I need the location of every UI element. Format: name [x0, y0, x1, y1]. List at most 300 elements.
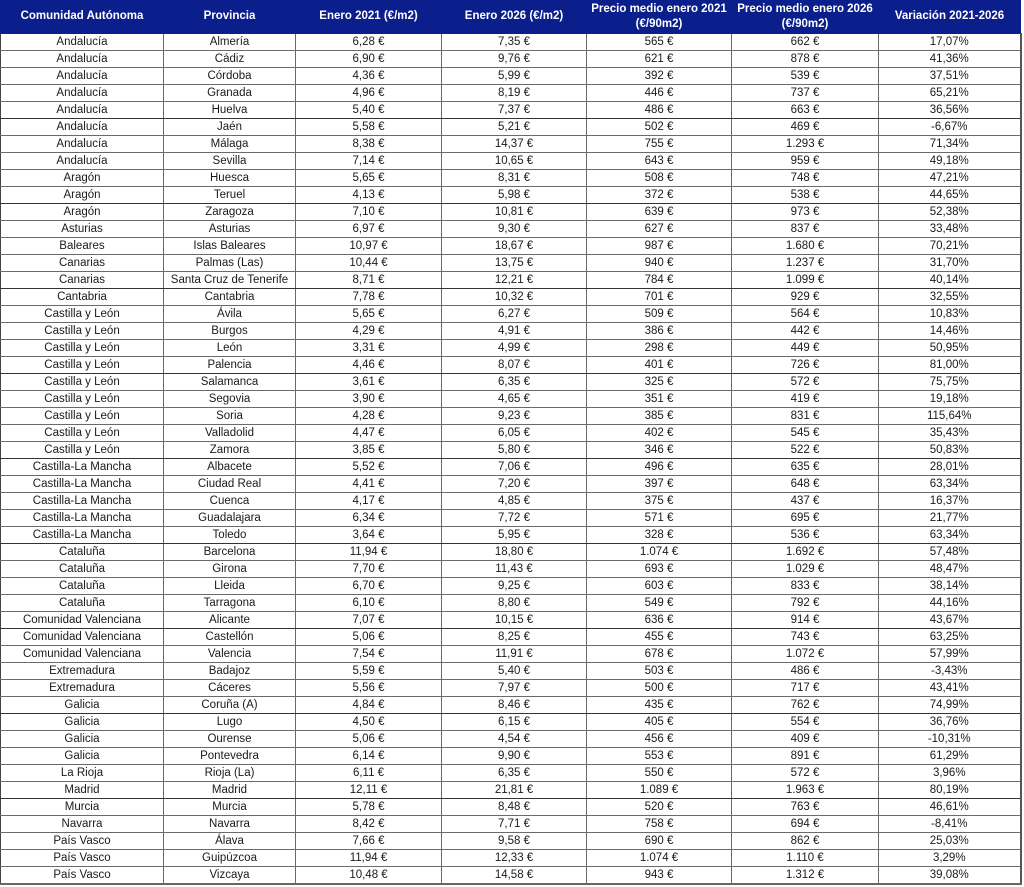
cell-precio-2021: 500 € — [587, 680, 732, 697]
cell-variacion: 10,83% — [879, 306, 1021, 323]
cell-enero-2021: 6,11 € — [296, 765, 442, 782]
cell-enero-2026: 7,37 € — [442, 102, 587, 119]
cell-precio-2026: 469 € — [732, 119, 879, 136]
cell-provincia: Burgos — [164, 323, 296, 340]
cell-enero-2026: 9,76 € — [442, 51, 587, 68]
table-row — [1, 765, 1021, 782]
cell-variacion: 57,48% — [879, 544, 1021, 561]
cell-provincia: Albacete — [164, 459, 296, 476]
cell-precio-2026: 662 € — [732, 34, 879, 51]
table-row — [1, 187, 1021, 204]
cell-precio-2026: 442 € — [732, 323, 879, 340]
cell-enero-2026: 7,06 € — [442, 459, 587, 476]
cell-precio-2026: 726 € — [732, 357, 879, 374]
cell-enero-2026: 7,72 € — [442, 510, 587, 527]
table-row — [1, 204, 1021, 221]
cell-precio-2026: 1.099 € — [732, 272, 879, 289]
table-row — [1, 646, 1021, 663]
cell-comunidad: La Rioja — [1, 765, 164, 782]
table-header — [1, 0, 1021, 34]
cell-precio-2021: 509 € — [587, 306, 732, 323]
cell-comunidad: Castilla-La Mancha — [1, 459, 164, 476]
cell-provincia: Barcelona — [164, 544, 296, 561]
cell-precio-2026: 449 € — [732, 340, 879, 357]
cell-provincia: Valladolid — [164, 425, 296, 442]
cell-enero-2026: 6,27 € — [442, 306, 587, 323]
cell-enero-2021: 3,61 € — [296, 374, 442, 391]
cell-precio-2026: 1.293 € — [732, 136, 879, 153]
cell-comunidad: Andalucía — [1, 136, 164, 153]
cell-enero-2026: 7,20 € — [442, 476, 587, 493]
header-provincia: Provincia — [164, 0, 296, 34]
cell-enero-2021: 4,36 € — [296, 68, 442, 85]
cell-variacion: 48,47% — [879, 561, 1021, 578]
cell-variacion: 21,77% — [879, 510, 1021, 527]
table-row — [1, 323, 1021, 340]
cell-variacion: 43,41% — [879, 680, 1021, 697]
table-row — [1, 408, 1021, 425]
cell-comunidad: Castilla y León — [1, 340, 164, 357]
cell-variacion: 70,21% — [879, 238, 1021, 255]
cell-precio-2026: 564 € — [732, 306, 879, 323]
cell-enero-2026: 5,95 € — [442, 527, 587, 544]
cell-enero-2026: 18,67 € — [442, 238, 587, 255]
cell-comunidad: Baleares — [1, 238, 164, 255]
cell-precio-2021: 693 € — [587, 561, 732, 578]
cell-precio-2026: 1.680 € — [732, 238, 879, 255]
cell-provincia: Lleida — [164, 578, 296, 595]
table-row — [1, 697, 1021, 714]
cell-comunidad: Canarias — [1, 272, 164, 289]
cell-precio-2026: 792 € — [732, 595, 879, 612]
cell-enero-2021: 4,28 € — [296, 408, 442, 425]
cell-precio-2021: 386 € — [587, 323, 732, 340]
cell-enero-2026: 10,65 € — [442, 153, 587, 170]
cell-enero-2026: 4,54 € — [442, 731, 587, 748]
cell-enero-2026: 6,05 € — [442, 425, 587, 442]
cell-precio-2021: 397 € — [587, 476, 732, 493]
cell-comunidad: Galicia — [1, 714, 164, 731]
cell-precio-2021: 643 € — [587, 153, 732, 170]
cell-variacion: 38,14% — [879, 578, 1021, 595]
cell-precio-2021: 446 € — [587, 85, 732, 102]
cell-enero-2021: 6,28 € — [296, 34, 442, 51]
cell-precio-2021: 520 € — [587, 799, 732, 816]
cell-provincia: Huelva — [164, 102, 296, 119]
cell-precio-2021: 455 € — [587, 629, 732, 646]
table-row — [1, 357, 1021, 374]
cell-variacion: 36,56% — [879, 102, 1021, 119]
cell-provincia: Islas Baleares — [164, 238, 296, 255]
cell-precio-2026: 833 € — [732, 578, 879, 595]
cell-provincia: Álava — [164, 833, 296, 850]
cell-comunidad: País Vasco — [1, 833, 164, 850]
cell-comunidad: Aragón — [1, 170, 164, 187]
cell-enero-2021: 7,66 € — [296, 833, 442, 850]
cell-comunidad: Comunidad Valenciana — [1, 612, 164, 629]
cell-enero-2026: 5,99 € — [442, 68, 587, 85]
table-row — [1, 391, 1021, 408]
table-row — [1, 561, 1021, 578]
cell-variacion: 50,95% — [879, 340, 1021, 357]
cell-enero-2021: 8,42 € — [296, 816, 442, 833]
cell-precio-2026: 486 € — [732, 663, 879, 680]
cell-precio-2026: 545 € — [732, 425, 879, 442]
cell-comunidad: Comunidad Valenciana — [1, 629, 164, 646]
cell-variacion: 65,21% — [879, 85, 1021, 102]
cell-precio-2021: 621 € — [587, 51, 732, 68]
cell-provincia: Sevilla — [164, 153, 296, 170]
cell-provincia: Soria — [164, 408, 296, 425]
cell-precio-2026: 538 € — [732, 187, 879, 204]
cell-enero-2026: 6,35 € — [442, 765, 587, 782]
table-row — [1, 170, 1021, 187]
cell-variacion: 19,18% — [879, 391, 1021, 408]
cell-variacion: 52,38% — [879, 204, 1021, 221]
cell-comunidad: Castilla y León — [1, 323, 164, 340]
cell-variacion: 40,14% — [879, 272, 1021, 289]
cell-variacion: 39,08% — [879, 867, 1021, 885]
cell-precio-2026: 959 € — [732, 153, 879, 170]
cell-comunidad: Galicia — [1, 731, 164, 748]
table-row — [1, 629, 1021, 646]
cell-enero-2026: 9,23 € — [442, 408, 587, 425]
cell-precio-2026: 914 € — [732, 612, 879, 629]
cell-enero-2021: 4,46 € — [296, 357, 442, 374]
table-row — [1, 544, 1021, 561]
cell-precio-2026: 648 € — [732, 476, 879, 493]
cell-provincia: Zaragoza — [164, 204, 296, 221]
cell-provincia: Palencia — [164, 357, 296, 374]
cell-provincia: Alicante — [164, 612, 296, 629]
cell-comunidad: Andalucía — [1, 153, 164, 170]
cell-provincia: Ciudad Real — [164, 476, 296, 493]
cell-variacion: 32,55% — [879, 289, 1021, 306]
cell-enero-2021: 11,94 € — [296, 850, 442, 867]
cell-precio-2021: 678 € — [587, 646, 732, 663]
cell-enero-2026: 5,80 € — [442, 442, 587, 459]
table-row — [1, 306, 1021, 323]
cell-enero-2026: 11,43 € — [442, 561, 587, 578]
cell-comunidad: Castilla y León — [1, 408, 164, 425]
cell-enero-2026: 5,40 € — [442, 663, 587, 680]
cell-precio-2026: 695 € — [732, 510, 879, 527]
cell-precio-2021: 571 € — [587, 510, 732, 527]
table-row — [1, 731, 1021, 748]
cell-provincia: Ávila — [164, 306, 296, 323]
cell-enero-2021: 6,14 € — [296, 748, 442, 765]
cell-provincia: Murcia — [164, 799, 296, 816]
cell-comunidad: Castilla y León — [1, 442, 164, 459]
cell-variacion: 49,18% — [879, 153, 1021, 170]
header-variacion: Variación 2021-2026 — [879, 0, 1021, 34]
cell-enero-2021: 8,71 € — [296, 272, 442, 289]
table-row — [1, 136, 1021, 153]
cell-enero-2026: 10,32 € — [442, 289, 587, 306]
cell-precio-2026: 409 € — [732, 731, 879, 748]
cell-provincia: Coruña (A) — [164, 697, 296, 714]
table-row — [1, 867, 1021, 885]
header-enero-2026: Enero 2026 (€/m2) — [442, 0, 587, 34]
cell-precio-2021: 755 € — [587, 136, 732, 153]
cell-enero-2021: 6,70 € — [296, 578, 442, 595]
cell-precio-2021: 435 € — [587, 697, 732, 714]
cell-enero-2026: 11,91 € — [442, 646, 587, 663]
cell-enero-2026: 5,98 € — [442, 187, 587, 204]
cell-provincia: Zamora — [164, 442, 296, 459]
cell-enero-2021: 5,40 € — [296, 102, 442, 119]
cell-variacion: 25,03% — [879, 833, 1021, 850]
cell-comunidad: Aragón — [1, 187, 164, 204]
cell-enero-2026: 8,80 € — [442, 595, 587, 612]
cell-variacion: 36,76% — [879, 714, 1021, 731]
cell-variacion: 33,48% — [879, 221, 1021, 238]
cell-comunidad: Galicia — [1, 697, 164, 714]
table-row — [1, 612, 1021, 629]
header-enero-2021: Enero 2021 (€/m2) — [296, 0, 442, 34]
cell-precio-2021: 298 € — [587, 340, 732, 357]
cell-enero-2026: 9,90 € — [442, 748, 587, 765]
cell-enero-2026: 4,85 € — [442, 493, 587, 510]
header-precio-2021: Precio medio enero 2021 (€/90m2) — [587, 0, 732, 34]
cell-precio-2026: 522 € — [732, 442, 879, 459]
cell-precio-2026: 737 € — [732, 85, 879, 102]
cell-provincia: Vizcaya — [164, 867, 296, 885]
cell-provincia: Guadalajara — [164, 510, 296, 527]
cell-precio-2021: 486 € — [587, 102, 732, 119]
cell-provincia: Madrid — [164, 782, 296, 799]
cell-precio-2021: 402 € — [587, 425, 732, 442]
cell-provincia: Santa Cruz de Tenerife — [164, 272, 296, 289]
cell-variacion: 63,34% — [879, 476, 1021, 493]
cell-enero-2021: 4,17 € — [296, 493, 442, 510]
cell-enero-2026: 6,15 € — [442, 714, 587, 731]
cell-provincia: Castellón — [164, 629, 296, 646]
cell-precio-2021: 328 € — [587, 527, 732, 544]
cell-provincia: Córdoba — [164, 68, 296, 85]
cell-precio-2026: 1.029 € — [732, 561, 879, 578]
cell-provincia: Badajoz — [164, 663, 296, 680]
cell-enero-2026: 5,21 € — [442, 119, 587, 136]
cell-precio-2021: 372 € — [587, 187, 732, 204]
cell-precio-2026: 554 € — [732, 714, 879, 731]
cell-enero-2021: 7,14 € — [296, 153, 442, 170]
cell-provincia: Rioja (La) — [164, 765, 296, 782]
cell-comunidad: Cataluña — [1, 578, 164, 595]
cell-precio-2026: 1.237 € — [732, 255, 879, 272]
cell-enero-2021: 10,44 € — [296, 255, 442, 272]
cell-enero-2026: 13,75 € — [442, 255, 587, 272]
cell-enero-2026: 10,15 € — [442, 612, 587, 629]
cell-provincia: Salamanca — [164, 374, 296, 391]
table-row — [1, 51, 1021, 68]
cell-precio-2021: 503 € — [587, 663, 732, 680]
cell-provincia: Segovia — [164, 391, 296, 408]
cell-comunidad: Comunidad Valenciana — [1, 646, 164, 663]
cell-precio-2021: 565 € — [587, 34, 732, 51]
cell-variacion: -10,31% — [879, 731, 1021, 748]
cell-enero-2021: 8,38 € — [296, 136, 442, 153]
cell-enero-2021: 5,59 € — [296, 663, 442, 680]
cell-comunidad: Extremadura — [1, 663, 164, 680]
cell-comunidad: Castilla y León — [1, 425, 164, 442]
cell-precio-2026: 1.072 € — [732, 646, 879, 663]
cell-variacion: 37,51% — [879, 68, 1021, 85]
cell-comunidad: Extremadura — [1, 680, 164, 697]
table-row — [1, 714, 1021, 731]
cell-variacion: 50,83% — [879, 442, 1021, 459]
cell-variacion: 57,99% — [879, 646, 1021, 663]
cell-variacion: 80,19% — [879, 782, 1021, 799]
cell-precio-2026: 1.110 € — [732, 850, 879, 867]
cell-precio-2026: 635 € — [732, 459, 879, 476]
cell-enero-2026: 18,80 € — [442, 544, 587, 561]
cell-provincia: Valencia — [164, 646, 296, 663]
cell-precio-2021: 508 € — [587, 170, 732, 187]
table-row — [1, 459, 1021, 476]
cell-variacion: 44,16% — [879, 595, 1021, 612]
cell-precio-2021: 405 € — [587, 714, 732, 731]
table-row — [1, 782, 1021, 799]
cell-comunidad: Cataluña — [1, 595, 164, 612]
cell-enero-2021: 4,13 € — [296, 187, 442, 204]
cell-provincia: Tarragona — [164, 595, 296, 612]
cell-precio-2021: 987 € — [587, 238, 732, 255]
cell-enero-2026: 8,07 € — [442, 357, 587, 374]
cell-provincia: Málaga — [164, 136, 296, 153]
cell-enero-2021: 5,06 € — [296, 629, 442, 646]
cell-precio-2021: 784 € — [587, 272, 732, 289]
cell-enero-2026: 9,30 € — [442, 221, 587, 238]
cell-precio-2026: 717 € — [732, 680, 879, 697]
cell-variacion: 75,75% — [879, 374, 1021, 391]
cell-enero-2026: 8,19 € — [442, 85, 587, 102]
cell-precio-2021: 325 € — [587, 374, 732, 391]
cell-enero-2026: 7,71 € — [442, 816, 587, 833]
cell-precio-2021: 392 € — [587, 68, 732, 85]
cell-enero-2026: 4,91 € — [442, 323, 587, 340]
cell-provincia: Cuenca — [164, 493, 296, 510]
cell-variacion: 35,43% — [879, 425, 1021, 442]
cell-precio-2021: 401 € — [587, 357, 732, 374]
table-row — [1, 102, 1021, 119]
cell-provincia: Granada — [164, 85, 296, 102]
cell-variacion: 17,07% — [879, 34, 1021, 51]
cell-enero-2026: 12,21 € — [442, 272, 587, 289]
cell-enero-2021: 5,56 € — [296, 680, 442, 697]
cell-precio-2026: 1.963 € — [732, 782, 879, 799]
cell-enero-2026: 21,81 € — [442, 782, 587, 799]
table-row — [1, 663, 1021, 680]
cell-precio-2021: 701 € — [587, 289, 732, 306]
cell-variacion: 16,37% — [879, 493, 1021, 510]
cell-precio-2026: 743 € — [732, 629, 879, 646]
cell-precio-2021: 758 € — [587, 816, 732, 833]
cell-variacion: 115,64% — [879, 408, 1021, 425]
cell-provincia: Teruel — [164, 187, 296, 204]
table-row — [1, 272, 1021, 289]
cell-comunidad: Galicia — [1, 748, 164, 765]
cell-enero-2021: 3,90 € — [296, 391, 442, 408]
cell-variacion: 46,61% — [879, 799, 1021, 816]
table-row — [1, 255, 1021, 272]
table-row — [1, 221, 1021, 238]
cell-variacion: 3,96% — [879, 765, 1021, 782]
cell-enero-2021: 5,78 € — [296, 799, 442, 816]
cell-comunidad: País Vasco — [1, 850, 164, 867]
cell-provincia: Girona — [164, 561, 296, 578]
cell-comunidad: Andalucía — [1, 34, 164, 51]
table-row — [1, 748, 1021, 765]
cell-variacion: 63,34% — [879, 527, 1021, 544]
cell-variacion: -6,67% — [879, 119, 1021, 136]
cell-precio-2021: 627 € — [587, 221, 732, 238]
cell-precio-2021: 385 € — [587, 408, 732, 425]
cell-provincia: Ourense — [164, 731, 296, 748]
cell-precio-2026: 1.692 € — [732, 544, 879, 561]
cell-comunidad: Aragón — [1, 204, 164, 221]
cell-enero-2021: 4,84 € — [296, 697, 442, 714]
cell-enero-2021: 7,78 € — [296, 289, 442, 306]
cell-enero-2021: 7,10 € — [296, 204, 442, 221]
cell-provincia: Guipúzcoa — [164, 850, 296, 867]
cell-comunidad: Navarra — [1, 816, 164, 833]
cell-comunidad: Castilla-La Mancha — [1, 527, 164, 544]
cell-enero-2021: 10,48 € — [296, 867, 442, 885]
cell-precio-2021: 375 € — [587, 493, 732, 510]
table-row — [1, 527, 1021, 544]
cell-provincia: Almería — [164, 34, 296, 51]
table-row — [1, 578, 1021, 595]
cell-precio-2021: 351 € — [587, 391, 732, 408]
table-row — [1, 34, 1021, 51]
cell-comunidad: Madrid — [1, 782, 164, 799]
cell-enero-2021: 6,97 € — [296, 221, 442, 238]
cell-enero-2021: 7,54 € — [296, 646, 442, 663]
table-row — [1, 799, 1021, 816]
cell-enero-2021: 7,70 € — [296, 561, 442, 578]
cell-enero-2021: 3,85 € — [296, 442, 442, 459]
cell-enero-2021: 5,65 € — [296, 170, 442, 187]
cell-provincia: Jaén — [164, 119, 296, 136]
cell-enero-2021: 5,65 € — [296, 306, 442, 323]
cell-enero-2021: 3,64 € — [296, 527, 442, 544]
cell-comunidad: Cantabria — [1, 289, 164, 306]
cell-variacion: 61,29% — [879, 748, 1021, 765]
cell-precio-2021: 636 € — [587, 612, 732, 629]
cell-variacion: 3,29% — [879, 850, 1021, 867]
cell-enero-2026: 9,25 € — [442, 578, 587, 595]
cell-enero-2026: 8,25 € — [442, 629, 587, 646]
cell-precio-2021: 346 € — [587, 442, 732, 459]
table-row — [1, 833, 1021, 850]
cell-enero-2021: 4,96 € — [296, 85, 442, 102]
cell-provincia: Toledo — [164, 527, 296, 544]
cell-enero-2026: 14,37 € — [442, 136, 587, 153]
cell-comunidad: Castilla-La Mancha — [1, 510, 164, 527]
table-row — [1, 238, 1021, 255]
cell-enero-2026: 8,48 € — [442, 799, 587, 816]
cell-enero-2026: 6,35 € — [442, 374, 587, 391]
cell-variacion: -8,41% — [879, 816, 1021, 833]
cell-precio-2026: 572 € — [732, 374, 879, 391]
cell-variacion: 44,65% — [879, 187, 1021, 204]
cell-precio-2026: 694 € — [732, 816, 879, 833]
cell-variacion: 41,36% — [879, 51, 1021, 68]
table-row — [1, 595, 1021, 612]
cell-enero-2021: 6,90 € — [296, 51, 442, 68]
cell-precio-2021: 940 € — [587, 255, 732, 272]
